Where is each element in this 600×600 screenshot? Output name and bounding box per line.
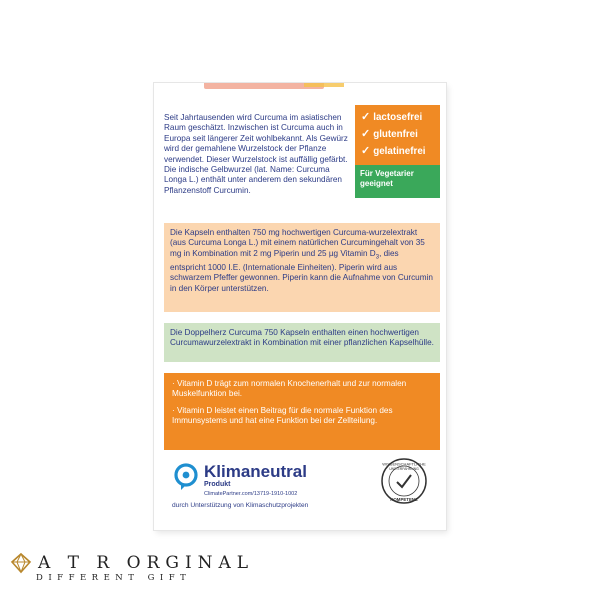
seal-text-top: WISSENSCHAFTLICHE — [382, 461, 426, 467]
badge-item-gelatine — [361, 143, 440, 160]
capsules-text-part1: Die Kapseln enthalten 750 mg hochwertigen Curcuma-wurzelextrakt (aus Curcuma Longa L.) mit einem natürlichen Curcumingehalt von 35 mg in Kombination mit 2 mg Piperin und 25 µg Vitamin D — [170, 228, 425, 258]
seal-text-mid: UND ERFAHRUNG — [389, 467, 419, 471]
claim-bone-muscle: · Vitamin D trägt zum normalen Knochenerhalt und zur normalen Muskelfunktion bei. — [172, 379, 407, 399]
capsules-text-part2: , dies entspricht 1000 I.E. (Internationale Einheiten). Piperin wird aus schwarzem Pfeffer gewonnen. Piperin kann die Aufnahme von Curcumin in den Körper unterstützen. — [170, 248, 433, 293]
checkmark-icon: ✓ — [361, 111, 371, 123]
vitamin-d-claims-panel — [164, 373, 440, 450]
intro-text: Seit Jahrtausenden wird Curcuma im asiatischen Raum geschätzt. Inzwischen ist Curcuma auch in Europa seit längerer Zeit wohlbekannt. Als Gewürz wird der gemahlene Wurzelstock der Pflanze verwendet. Dieser Wurzelstock ist auffällig gefärbt. Die indische Gelbwurzel (lat. Name: Curcuma Longa L.) enthält unter anderem den sekundären Pflanzenstoff Curcumin. — [164, 113, 348, 195]
badge-item-label: lactosefrei — [373, 112, 423, 123]
badge-item-label: gelatinefrei — [373, 146, 426, 157]
klimaneutral-subtitle: Produkt — [204, 481, 231, 488]
vitamin-d-subscript: 3 — [375, 254, 380, 261]
checkmark-icon: ✓ — [361, 145, 371, 157]
badge-item-gluten — [361, 126, 440, 143]
claim-immune: · Vitamin D leistet einen Beitrag für die normale Funktion des Immunsystems und hat eine Funktion bei der Zellteilung. — [172, 405, 393, 426]
capsules-info-panel — [164, 223, 440, 312]
climate-partner-id: ClimatePartner.com/13719-1910-1002 — [204, 491, 298, 497]
competence-seal-icon — [380, 457, 428, 505]
vegetarian-badge: Für Vegetarier geeignet — [355, 165, 440, 198]
box-top-flap-accent — [304, 83, 344, 87]
climate-support-text: durch Unterstützung von Klimaschutzprojekten — [172, 502, 309, 509]
product-box-back — [154, 83, 446, 530]
badge-item-lactose — [361, 109, 440, 126]
badge-item-label: glutenfrei — [373, 129, 418, 140]
klimaneutral-title: Klimaneutral — [204, 462, 307, 481]
store-watermark — [10, 552, 254, 583]
brand-tagline: DIFFERENT GIFT — [36, 573, 192, 583]
brand-title: A T R ORGINAL — [38, 553, 255, 573]
seal-text-bottom: KOMPETENZ — [390, 497, 418, 502]
diamond-logo-icon — [10, 552, 32, 574]
free-from-badge — [355, 105, 440, 165]
climate-partner-logo-icon — [172, 463, 200, 491]
product-description-panel: Die Doppelherz Curcuma 750 Kapseln enthalten einen hochwertigen Curcumawurzelextrakt in Kombination mit einer pflanzlichen Kapselhülle. — [164, 323, 440, 362]
checkmark-icon: ✓ — [361, 128, 371, 140]
